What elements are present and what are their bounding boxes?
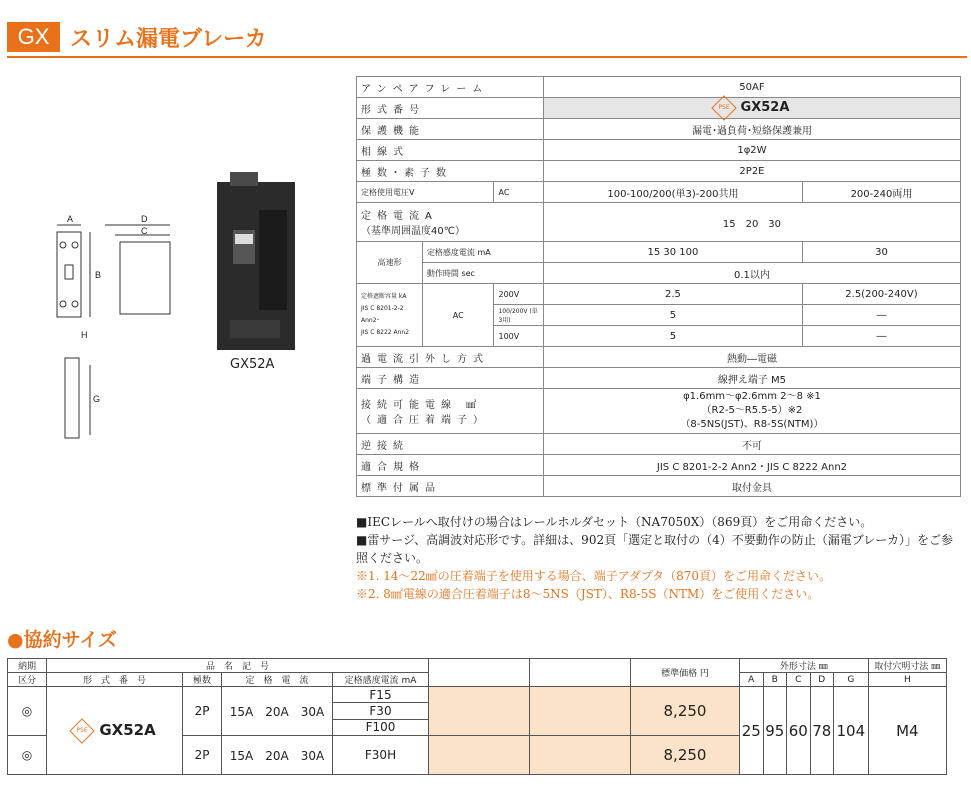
dim-value: 25	[740, 687, 764, 775]
spec-label: 定格電流A （基準周囲温度40℃）	[357, 203, 544, 242]
dim-value: 104	[834, 687, 869, 775]
breaker-photo	[217, 172, 295, 350]
spec-value: 5	[543, 305, 802, 326]
order-table	[7, 658, 947, 775]
spec-value: 2.5(200-240V)	[802, 284, 960, 305]
col-header: 定格感度電流 mA	[333, 673, 429, 687]
spec-label: 接続可能電線 ㎟ （適合圧着端子）	[357, 389, 544, 434]
pse-mark-icon: PSE	[70, 718, 95, 743]
spec-label: アンペアフレーム	[357, 77, 544, 98]
note-item: ■IECレールへ取付けの場合はレールホルダセット（NA7050X）（869頁）をご用命ください。	[356, 515, 873, 529]
poles: 2P	[183, 736, 222, 775]
notes	[356, 513, 961, 603]
col-header: 品 名 記 号	[47, 659, 429, 673]
spec-row	[357, 284, 961, 305]
spec-volt: 200V	[494, 284, 543, 305]
spec-value: 5	[543, 326, 802, 347]
spec-row	[357, 119, 961, 140]
col-header: A	[740, 673, 764, 687]
spec-value: 30	[802, 242, 960, 263]
spec-label: 端子構造	[357, 368, 544, 389]
spec-value: 100-100/200(単3)-200共用	[543, 182, 802, 203]
spec-label: 極数･素子数	[357, 161, 544, 182]
spec-label: 動作時間 sec	[422, 263, 543, 284]
spec-label: 定格遮断容量 kA JIS C 8201-2-2 Ann2･ JIS C 8222 Ann2	[357, 284, 423, 347]
dim-label-a: A	[67, 214, 74, 224]
spec-side-label: 高速形	[357, 242, 423, 284]
spec-row	[357, 368, 961, 389]
spec-value: 不可	[543, 434, 960, 455]
dim-label-d: D	[141, 214, 148, 224]
dim-value: 60	[787, 687, 811, 775]
dim-label-g: G	[93, 394, 101, 404]
note-item: ※1. 14～22㎟の圧着端子を使用する場合、端子アダプタ（870頁）をご用命ください。	[356, 569, 832, 583]
page-title: スリム漏電ブレーカ	[70, 26, 267, 52]
col-header: 標準価格 円	[631, 659, 740, 687]
spec-label: 定格使用電圧V	[357, 182, 494, 203]
col-header: D	[810, 673, 834, 687]
note-item: ■雷サージ、高調波対応形です。詳細は、902頁「選定と取付の（4）不要動作の防止（漏電ブレーカ）」をご参照ください。	[356, 533, 954, 565]
spec-value: 漏電･過負荷･短絡保護兼用	[543, 119, 960, 140]
spec-row	[357, 98, 961, 119]
pse-mark-icon: PSE	[711, 95, 736, 120]
dim-value: 78	[810, 687, 834, 775]
spec-value: 15 20 30	[543, 203, 960, 242]
spec-value: JIS C 8201-2-2 Ann2・JIS C 8222 Ann2	[543, 455, 960, 476]
spec-value: 15 30 100	[543, 242, 802, 263]
spec-volt: 100V	[494, 326, 543, 347]
spec-value: 取付金具	[543, 476, 960, 497]
spec-row	[357, 182, 961, 203]
spec-label: 形式番号	[357, 98, 544, 119]
product-drawings	[45, 170, 355, 460]
section-title: ●協約サイズ	[7, 629, 118, 651]
spec-label: 逆接続	[357, 434, 544, 455]
col-header: 外形寸法 ㎜	[740, 659, 869, 673]
spec-sub: AC	[494, 182, 543, 203]
current: 15A 20A 30A	[222, 736, 333, 775]
dim-label-b: B	[95, 270, 102, 280]
spec-row	[357, 242, 961, 263]
spec-table	[356, 76, 961, 497]
col-header: 納期	[8, 659, 47, 673]
spec-row	[357, 347, 961, 368]
spec-row	[357, 455, 961, 476]
spec-row	[357, 263, 961, 284]
price: 8,250	[631, 687, 740, 736]
spec-label: 相線式	[357, 140, 544, 161]
spec-value: 線押え端子 M5	[543, 368, 960, 389]
delivery-icon: ◎	[8, 736, 47, 775]
dim-label-c: C	[141, 226, 148, 236]
spec-label: 過電流引外し方式	[357, 347, 544, 368]
col-header: G	[834, 673, 869, 687]
spec-value: 50AF	[543, 77, 960, 98]
spec-row	[357, 77, 961, 98]
sens: F30	[333, 703, 429, 719]
sens: F30H	[333, 736, 429, 775]
col-header: C	[787, 673, 811, 687]
sens: F15	[333, 687, 429, 703]
order-model: PSE GX52A	[47, 687, 183, 775]
spec-value-model: PSE GX52A	[543, 98, 960, 119]
spec-row	[357, 203, 961, 242]
spec-row	[357, 389, 961, 434]
product-model-label: GX52A	[230, 357, 275, 372]
spec-value: 2P2E	[543, 161, 960, 182]
header-rule	[7, 56, 967, 58]
col-header: H	[868, 673, 946, 687]
col-header: B	[763, 673, 787, 687]
dim-label-h: H	[81, 330, 88, 340]
dim-value: 95	[763, 687, 787, 775]
spec-volt: 100/200V (単3用)	[494, 305, 543, 326]
spec-value: 1φ2W	[543, 140, 960, 161]
price: 8,250	[631, 736, 740, 775]
spec-row	[357, 140, 961, 161]
col-header: 取付穴明寸法 ㎜	[868, 659, 946, 673]
spec-label: 保護機能	[357, 119, 544, 140]
spec-value: 2.5	[543, 284, 802, 305]
col-header: 形 式 番 号	[47, 673, 183, 687]
series-code: GX	[7, 22, 60, 52]
spec-value: φ1.6mm～φ2.6mm 2～8 ※1 （R2-5～R5.5-5）※2 （8-5NS(JST)、R8-5S(NTM)）	[543, 389, 960, 434]
spec-row	[357, 161, 961, 182]
spec-value: 200-240両用	[802, 182, 960, 203]
current: 15A 20A 30A	[222, 687, 333, 736]
table-row	[8, 687, 947, 703]
note-item: ※2. 8㎟電線の適合圧着端子は8～5NS（JST）、R8-5S（NTM）をご使用ください。	[356, 587, 820, 601]
spec-label: 定格感度電流 mA	[422, 242, 543, 263]
dim-value: M4	[868, 687, 946, 775]
delivery-icon: ◎	[8, 687, 47, 736]
col-header: 定 格 電 流	[222, 673, 333, 687]
spec-row	[357, 476, 961, 497]
spec-value: 熱動―電磁	[543, 347, 960, 368]
col-header: 極数	[183, 673, 222, 687]
poles: 2P	[183, 687, 222, 736]
spec-value: ―	[802, 305, 960, 326]
spec-value: 0.1以内	[543, 263, 960, 284]
page-header	[7, 22, 267, 52]
spec-value: ―	[802, 326, 960, 347]
spec-sub: AC	[422, 284, 494, 347]
sens: F100	[333, 719, 429, 735]
spec-label: 適合規格	[357, 455, 544, 476]
spec-row	[357, 434, 961, 455]
col-header: 区分	[8, 673, 47, 687]
spec-label: 標準付属品	[357, 476, 544, 497]
